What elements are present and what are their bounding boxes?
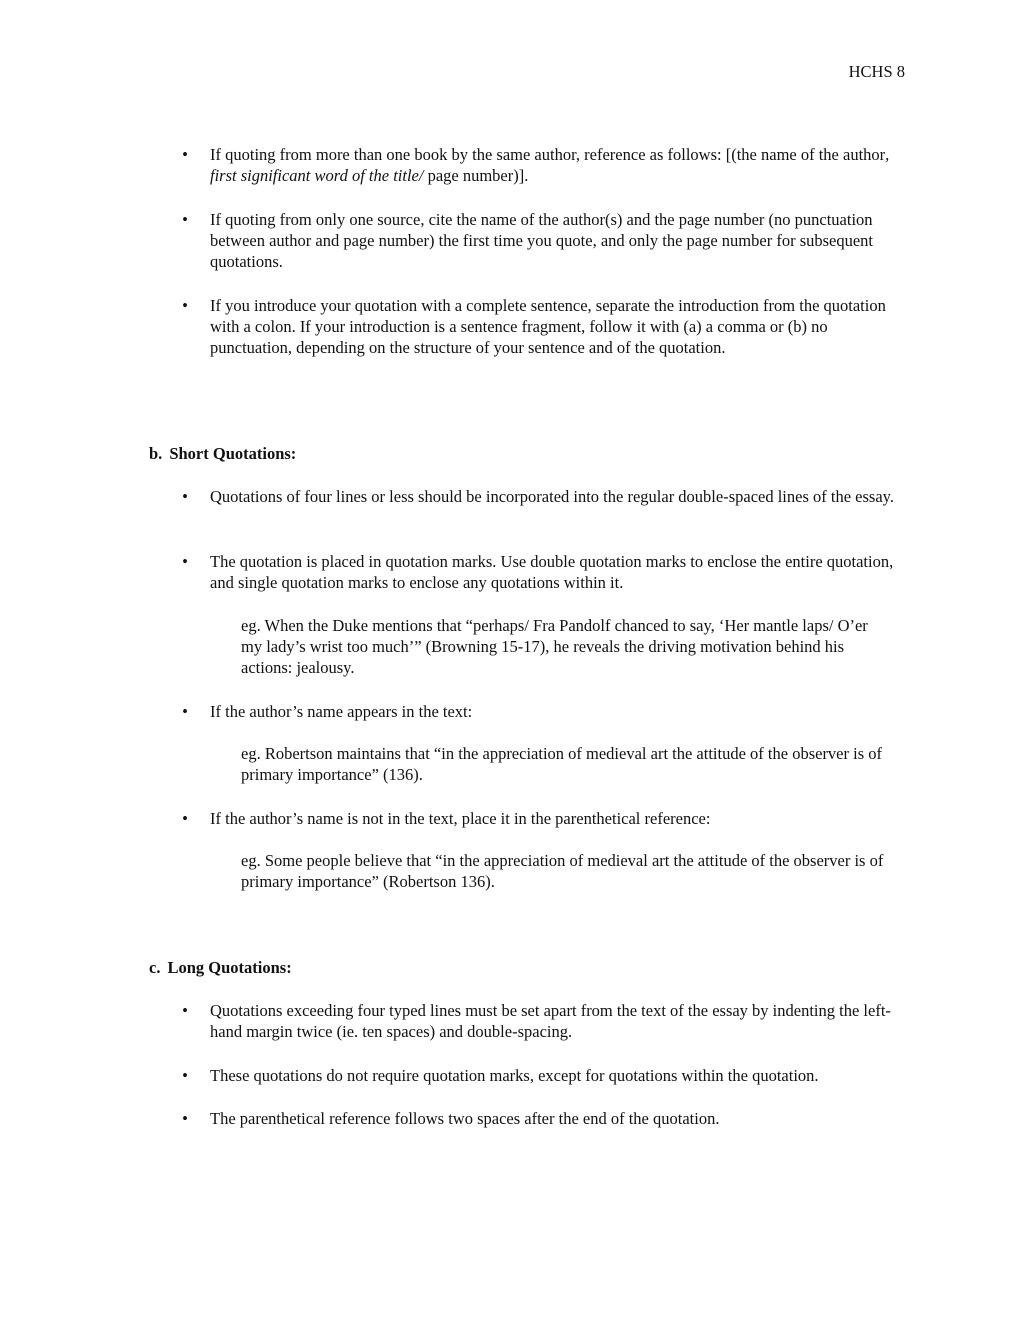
list-item xyxy=(182,1000,910,1042)
bullet-icon: • xyxy=(182,1109,188,1128)
list-item-text: The parenthetical reference follows two spaces after the end of the quotation. xyxy=(210,1109,720,1128)
bullet-icon: • xyxy=(182,1066,188,1085)
example-quotation: eg. Some people believe that “in the appreciation of medieval art the attitude of the observer is of primary importance” (Robertson 136). xyxy=(241,851,884,891)
list-item xyxy=(182,295,910,358)
bullet-icon: • xyxy=(182,296,188,315)
list-item xyxy=(182,1065,910,1086)
section-letter: c. xyxy=(149,958,161,977)
list-item-text: The quotation is placed in quotation marks. Use double quotation marks to enclose the entire quotation, and single quotation marks to enclose any quotations within it. xyxy=(210,552,894,592)
list-item-text: If quoting from only one source, cite the name of the author(s) and the page number (no punctuation between author and page number) the first time you quote, and only the page number for subsequent quotations. xyxy=(210,210,874,271)
list-item xyxy=(182,209,910,272)
section-letter: b. xyxy=(149,444,163,463)
bullet-icon: • xyxy=(182,702,188,721)
list-item-text: Quotations of four lines or less should be incorporated into the regular double-spaced lines of the essay. xyxy=(210,487,894,506)
bullet-icon: • xyxy=(182,145,188,164)
list-item-text: page number)]. xyxy=(423,166,529,185)
list-item-text: If the author’s name is not in the text, place it in the parenthetical reference: xyxy=(210,809,711,828)
bullet-icon: • xyxy=(182,487,188,506)
list-item xyxy=(182,808,910,829)
bullet-icon: • xyxy=(182,809,188,828)
page-header: HCHS 8 xyxy=(848,62,905,81)
bullet-icon: • xyxy=(182,552,188,571)
list-item xyxy=(182,486,910,507)
example-quotation: eg. Robertson maintains that “in the appreciation of medieval art the attitude of the observer is of primary importance” (136). xyxy=(241,744,883,784)
example-quotation: eg. When the Duke mentions that “perhaps/ Fra Pandolf chanced to say, ‘Her mantle laps/ O’er my lady’s wrist too much’” (Browning 15-17), he reveals the driving motivation behind his actions: jealousy. xyxy=(241,616,868,677)
list-item-text: If the author’s name appears in the text: xyxy=(210,702,473,721)
list-item-text: If you introduce your quotation with a complete sentence, separate the introduction from the quotation with a colon. If your introduction is a sentence fragment, follow it with (a) a comma or (b) no punctuation, depending on the structure of your sentence and of the quotation. xyxy=(210,296,886,357)
list-item xyxy=(182,1108,910,1129)
section-title: Short Quotations: xyxy=(169,444,297,463)
list-item-text: These quotations do not require quotation marks, except for quotations within the quotation. xyxy=(210,1066,819,1085)
bullet-icon: • xyxy=(182,210,188,229)
list-item xyxy=(182,144,910,186)
bullet-icon: • xyxy=(182,1001,188,1020)
list-item-text: Quotations exceeding four typed lines must be set apart from the text of the essay by indenting the left-hand margin twice (ie. ten spaces) and double-spacing. xyxy=(210,1001,891,1041)
list-item xyxy=(182,551,910,593)
section-title: Long Quotations: xyxy=(167,958,292,977)
section-heading-short-quotations xyxy=(149,443,296,464)
list-item xyxy=(182,701,910,722)
list-item-text: If quoting from more than one book by the same author, reference as follows: [(the name of the author xyxy=(210,145,886,164)
section-heading-long-quotations xyxy=(149,957,292,978)
list-item-italic-text: , first significant word of the title/ xyxy=(210,145,890,185)
